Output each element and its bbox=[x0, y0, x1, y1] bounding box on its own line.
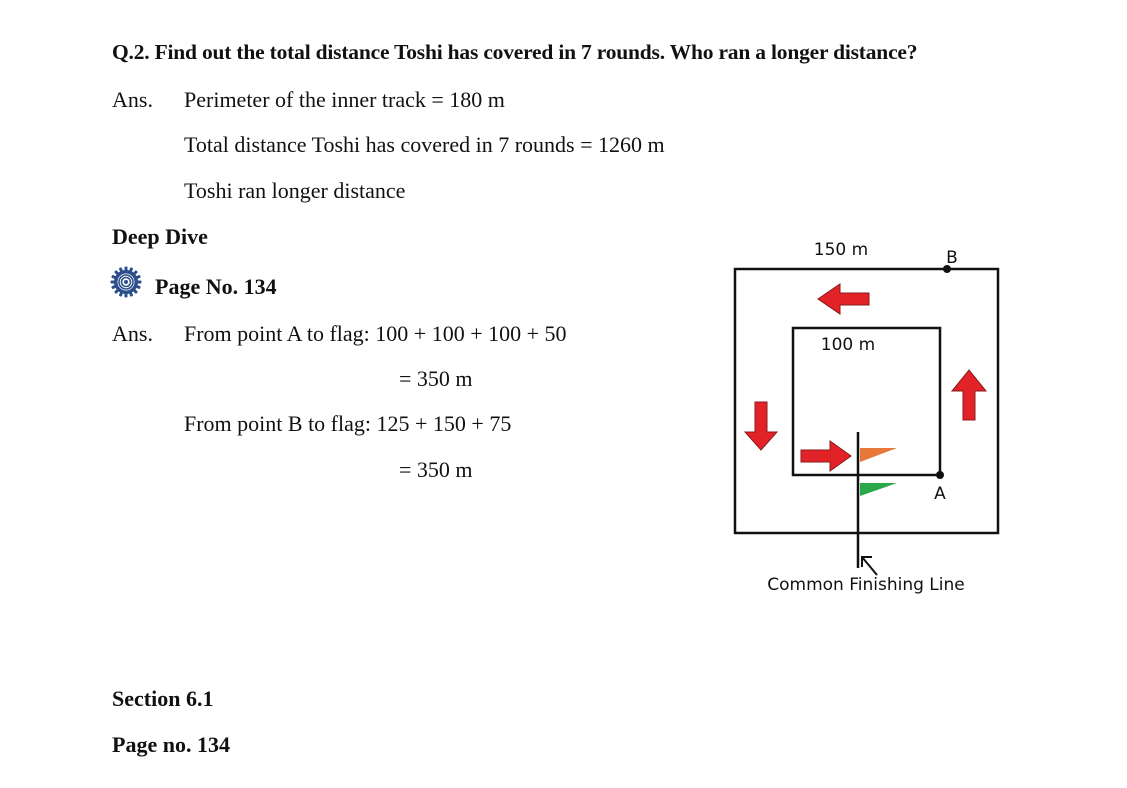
page-reference: Page No. 134 bbox=[155, 274, 277, 299]
track-diagram bbox=[720, 230, 1010, 610]
point-a-label: A bbox=[934, 484, 946, 504]
answer-label: Ans. bbox=[112, 87, 153, 112]
answer-line-point-a: From point A to flag: 100 + 100 + 100 + 50 bbox=[184, 321, 567, 346]
pointer-arrow-icon bbox=[862, 557, 877, 575]
gear-icon bbox=[110, 266, 142, 298]
answer-line-perimeter: Perimeter of the inner track = 180 m bbox=[184, 87, 505, 112]
answer-label: Ans. bbox=[112, 321, 153, 346]
arrow-left-icon bbox=[818, 284, 869, 314]
orange-flag-icon bbox=[860, 448, 897, 462]
question-heading: Q.2. Find out the total distance Toshi has covered in 7 rounds. Who ran a longer distance? bbox=[112, 40, 918, 64]
answer-line-point-b-result: = 350 m bbox=[399, 457, 473, 482]
point-b-label: B bbox=[946, 248, 958, 268]
answer-line-total-distance: Total distance Toshi has covered in 7 rounds = 1260 m bbox=[184, 132, 665, 157]
arrow-right-icon bbox=[801, 441, 851, 471]
point-a-marker bbox=[936, 471, 944, 479]
inner-track-length-label: 100 m bbox=[820, 335, 876, 355]
answer-line-point-b: From point B to flag: 125 + 150 + 75 bbox=[184, 411, 512, 436]
arrow-down-icon bbox=[745, 402, 777, 450]
answer-line-point-a-result: = 350 m bbox=[399, 366, 473, 391]
outer-track-length-label: 150 m bbox=[813, 240, 869, 260]
section-label: Section 6.1 bbox=[112, 686, 214, 711]
finishing-line-label: Common Finishing Line bbox=[767, 575, 965, 595]
deep-dive-heading: Deep Dive bbox=[112, 224, 208, 249]
page-number-label: Page no. 134 bbox=[112, 732, 230, 757]
answer-line-conclusion: Toshi ran longer distance bbox=[184, 178, 406, 203]
arrow-up-icon bbox=[952, 370, 986, 420]
green-flag-icon bbox=[860, 483, 897, 496]
